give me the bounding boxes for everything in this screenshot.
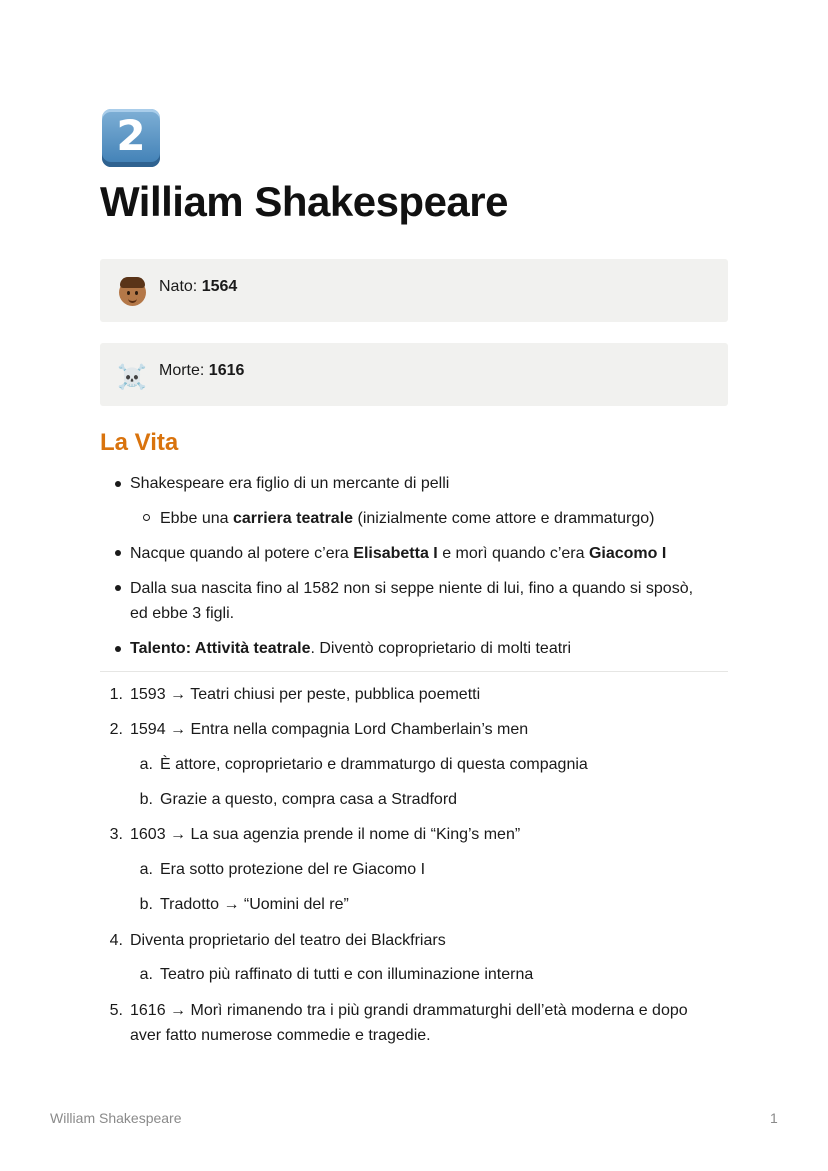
- death-text: Morte: 1616: [159, 362, 245, 379]
- list-item: Talento: Attività teatrale. Diventò coproprietario di molti teatri: [130, 640, 572, 657]
- timeline-subitem: Era sotto protezione del re Giacomo I: [160, 861, 426, 878]
- bullet-dot: [115, 481, 121, 487]
- list-number: 2.: [109, 721, 123, 738]
- list-number: 4.: [109, 932, 123, 949]
- footer-title: William Shakespeare: [50, 1110, 182, 1126]
- section-heading-la-vita: La Vita: [100, 429, 179, 456]
- list-letter: b.: [139, 791, 153, 808]
- timeline-subitem: È attore, coproprietario e drammaturgo di questa compagnia: [160, 756, 588, 773]
- list-letter: a.: [139, 966, 153, 983]
- skull-crossbones-icon: ☠️: [117, 363, 147, 391]
- timeline-subitem: Teatro più raffinato di tutti e con illuminazione interna: [160, 966, 534, 983]
- timeline-subitem: Tradotto → “Uomini del re”: [160, 896, 349, 913]
- list-letter: b.: [139, 896, 153, 913]
- list-number: 1.: [109, 686, 123, 703]
- divider: [100, 671, 728, 672]
- list-letter: a.: [139, 756, 153, 773]
- callout-death: [100, 343, 728, 406]
- timeline-item: 1616 → Morì rimanendo tra i più grandi drammaturghi dell’età moderna e dopo: [130, 1002, 688, 1019]
- timeline-item: Diventa proprietario del teatro dei Blackfriars: [130, 932, 446, 949]
- keycap-two-icon: 2: [102, 109, 160, 167]
- list-item: Ebbe una carriera teatrale (inizialmente come attore e drammaturgo): [160, 510, 655, 527]
- timeline-item: 1594 → Entra nella compagnia Lord Chamberlain’s men: [130, 721, 529, 738]
- list-item: Shakespeare era figlio di un mercante di pelli: [130, 475, 450, 492]
- timeline-item-continuation: aver fatto numerose commedie e tragedie.: [130, 1027, 431, 1044]
- list-number: 5.: [109, 1002, 123, 1019]
- bullet-dot: [115, 550, 121, 556]
- list-item: Nacque quando al potere c’era Elisabetta I e morì quando c’era Giacomo I: [130, 545, 667, 562]
- page-title: William Shakespeare: [100, 178, 508, 225]
- list-item: Dalla sua nascita fino al 1582 non si seppe niente di lui, fino a quando si sposò,: [130, 580, 694, 597]
- timeline-subitem: Grazie a questo, compra casa a Stradford: [160, 791, 458, 808]
- bullet-dot: [115, 585, 121, 591]
- list-item-continuation: ed ebbe 3 figli.: [130, 605, 235, 622]
- timeline-item: 1593 → Teatri chiusi per peste, pubblica poemetti: [130, 686, 481, 703]
- death-year: 1616: [208, 362, 245, 379]
- list-letter: a.: [139, 861, 153, 878]
- callout-born: [100, 259, 728, 322]
- list-number: 3.: [109, 826, 123, 843]
- born-year: 1564: [201, 278, 238, 295]
- born-text: Nato: 1564: [159, 278, 238, 295]
- timeline-item: 1603 → La sua agenzia prende il nome di “King’s men”: [130, 826, 521, 843]
- page-number: 1: [770, 1110, 778, 1126]
- bullet-dot: [115, 646, 121, 652]
- boy-face-icon: [119, 279, 146, 306]
- sub-bullet-circle: [143, 514, 150, 521]
